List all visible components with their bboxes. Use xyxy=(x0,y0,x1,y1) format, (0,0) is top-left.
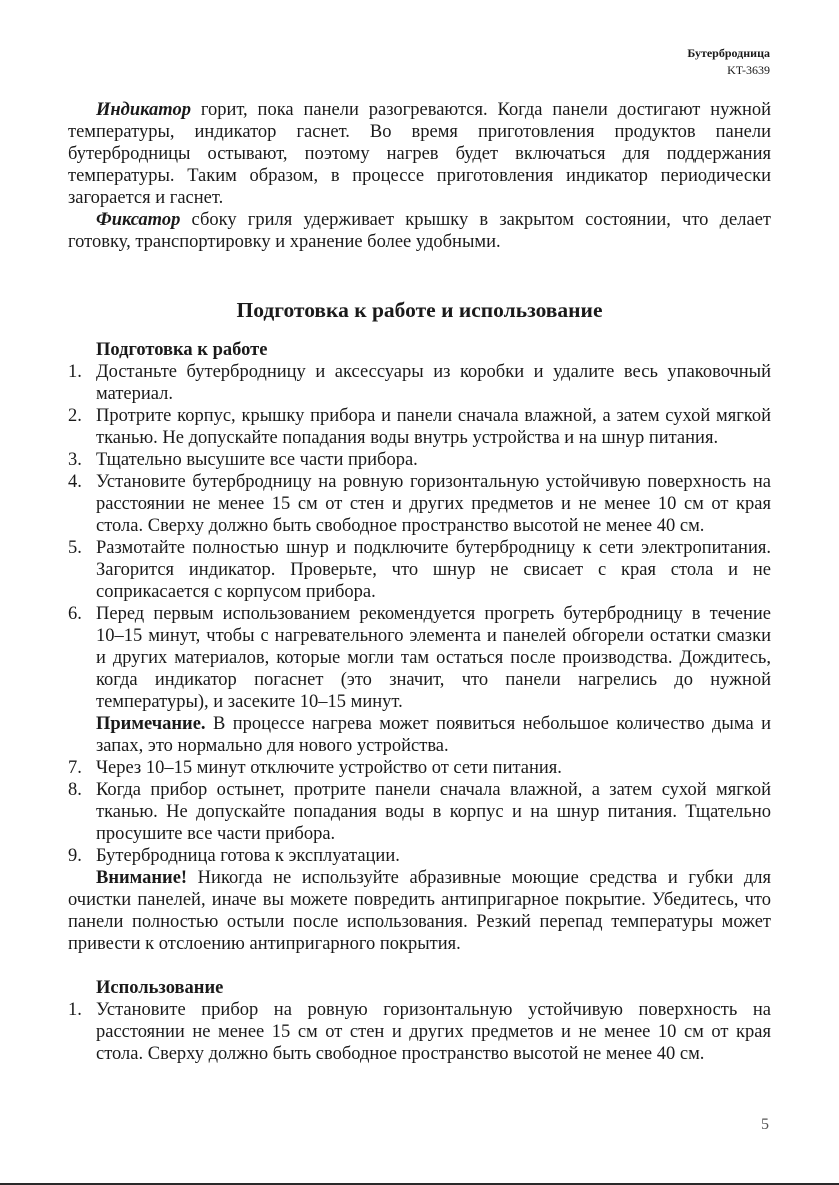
list-number: 5. xyxy=(68,538,82,558)
list-text: Размотайте полностью шнур и подключите бутербродницу к сети электропитания. Загорится индикатор. Проверьте, что шнур не свисает с края стола и не соприкасается с корпусом прибора. xyxy=(96,538,771,602)
note-block xyxy=(68,713,771,757)
header-title: Бутербродница xyxy=(687,46,770,60)
prep-heading: Подготовка к работе xyxy=(96,340,268,360)
running-header xyxy=(687,45,770,79)
list-number: 1. xyxy=(68,362,82,382)
list-item xyxy=(68,361,771,405)
list-text: Тщательно высушите все части прибора. xyxy=(96,450,418,470)
list-text: Установите прибор на ровную горизонтальную устойчивую поверхность на расстоянии не менее 15 см от стен и других предметов и не менее 10 см от края стола. Сверху должно быть свободное пространство высотой не менее 40 см. xyxy=(96,1000,771,1064)
list-text: Достаньте бутербродницу и аксессуары из коробки и удалите весь упаковочный материал. xyxy=(96,362,771,404)
list-item xyxy=(68,449,771,471)
intro-text-indicator: горит, пока панели разогреваются. Когда панели достигают нужной температуры, индикатор гаснет. Во время приготовления продуктов панели бутербродницы остывают, поэтому нагрев будет включаться для поддержания температуры. Таким образом, в процессе приготовления индикатор периодически загорается и гаснет. xyxy=(68,100,771,208)
list-number: 1. xyxy=(68,1000,82,1020)
warning-paragraph xyxy=(68,867,771,955)
list-text: Протрите корпус, крышку прибора и панели сначала влажной, а затем сухой мягкой тканью. Не допускайте попадания воды внутрь устройства и на шнур питания. xyxy=(96,406,771,448)
list-text: Когда прибор остынет, протрите панели сначала влажной, а затем сухой мягкой тканью. Не допускайте попадания воды в корпус и на шнур питания. Тщательно просушите все части прибора. xyxy=(96,780,771,844)
list-item xyxy=(68,537,771,603)
document-body xyxy=(68,99,771,1065)
usage-list xyxy=(68,999,771,1065)
list-item xyxy=(68,845,771,867)
intro-paragraph-latch xyxy=(68,209,771,253)
note-text: В процессе нагрева может появиться небольшое количество дыма и запах, это нормально для нового устройства. xyxy=(96,714,771,756)
term-latch: Фиксатор xyxy=(96,210,181,230)
usage-heading: Использование xyxy=(96,978,224,998)
warning-label: Внимание! xyxy=(96,868,188,888)
intro-paragraph-indicator xyxy=(68,99,771,209)
list-number: 4. xyxy=(68,472,82,492)
note-label: Примечание. xyxy=(96,714,206,734)
list-number: 6. xyxy=(68,604,82,624)
list-item xyxy=(68,603,771,713)
list-item xyxy=(68,471,771,537)
intro-text-latch: сбоку гриля удерживает крышку в закрытом состоянии, что делает готовку, транспортировку и хранение более удобными. xyxy=(68,210,771,252)
list-text: Бутербродница готова к эксплуатации. xyxy=(96,846,400,866)
section-title: Подготовка к работе и использование xyxy=(236,298,603,322)
list-number: 9. xyxy=(68,846,82,866)
warning-text: Никогда не используйте абразивные моющие средства и губки для очистки панелей, иначе вы можете повредить антипригарное покрытие. Убедитесь, что панели полностью остыли после использования. Резкий перепад температуры может привести к отслоению антипригарного покрытия. xyxy=(68,868,771,954)
list-text: Через 10–15 минут отключите устройство от сети питания. xyxy=(96,758,562,778)
list-item xyxy=(68,999,771,1065)
list-text: Установите бутербродницу на ровную горизонтальную устойчивую поверхность на расстоянии не менее 15 см от стен и других предметов и не менее 10 см от края стола. Сверху должно быть свободное пространство высотой не менее 40 см. xyxy=(96,472,771,536)
header-model: KT-3639 xyxy=(727,63,770,77)
list-item xyxy=(68,779,771,845)
prep-list-continued xyxy=(68,757,771,867)
prep-list xyxy=(68,361,771,713)
list-item xyxy=(68,757,771,779)
term-indicator: Индикатор xyxy=(96,100,191,120)
list-number: 8. xyxy=(68,780,82,800)
list-number: 2. xyxy=(68,406,82,426)
list-item xyxy=(68,405,771,449)
list-text: Перед первым использованием рекомендуется прогреть бутербродницу в течение 10–15 минут, чтобы с нагревательного элемента и панелей обгорели остатки смазки и других материалов, которые могли там остаться после производства. Дождитесь, когда индикатор погаснет (это значит, что панели нагрелись до нужной температуры), и засеките 10–15 минут. xyxy=(96,604,771,712)
list-number: 3. xyxy=(68,450,82,470)
page-number: 5 xyxy=(761,1116,769,1133)
list-number: 7. xyxy=(68,758,82,778)
